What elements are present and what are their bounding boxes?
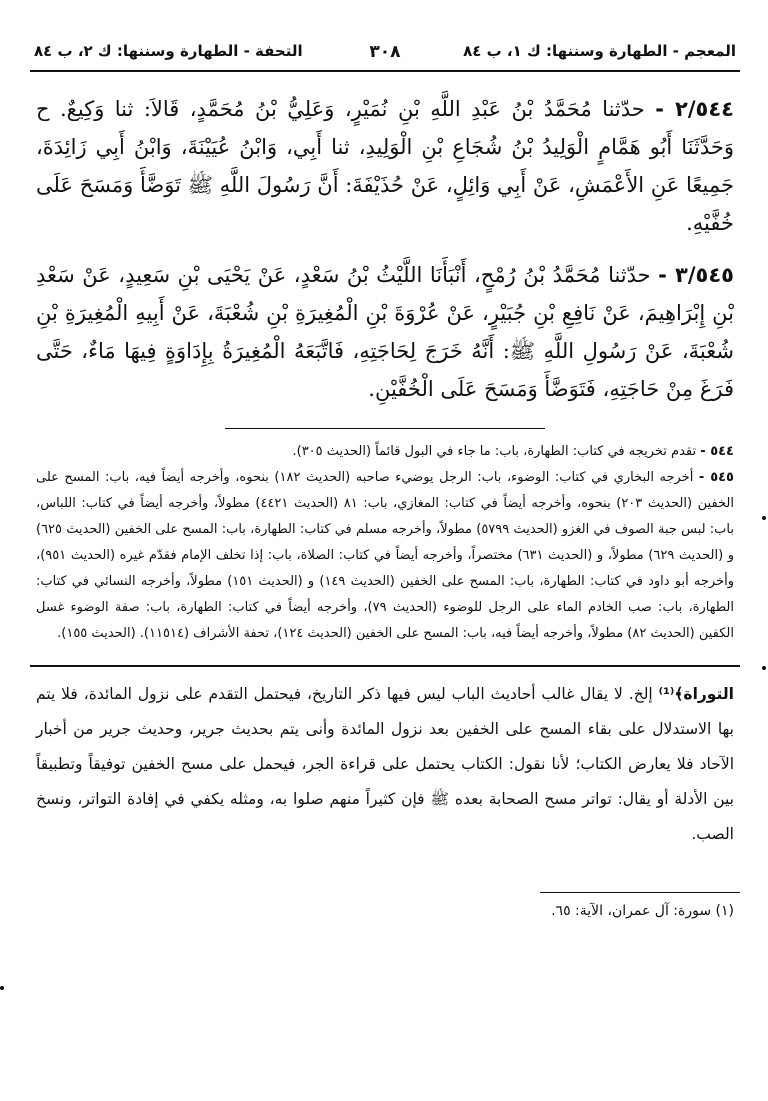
header-left-reference: التحفة - الطهارة وسننها: ك ٢، ب ٨٤: [34, 42, 303, 60]
scan-mark: [0, 986, 4, 990]
hadith-545: [30, 256, 740, 408]
bottom-note-divider: [540, 892, 740, 893]
commentary-divider: [30, 665, 740, 667]
footnote-text: تقدم تخريجه في كتاب: الطهارة، باب: ما جاء في البول قائماً (الحديث ٣٠٥).: [292, 444, 697, 459]
footnote-text: أخرجه البخاري في كتاب: الوضوء، باب: الرجل يوضيء صاحبه (الحديث ١٨٢) بنحوه، وأخرجه أيضاً فيه، باب: المسح على الخفين (الحديث ٢٠٣) بنحوه، وأخرجه أيضاً في كتاب: المغازي، باب: ٨١ (الحديث ٤٤٢١) مطولاً، وأخرجه أيضاً في كتاب: اللباس، باب: لبس جبة الصوف في الغزو (الحديث ٥٧٩٩) مطولاً، وأخرجه مسلم في كتاب: الطهارة، باب: المسح على الخفين (الحديث ٦٢٥) و (الحديث ٦٢٩) مطولاً، و (الحديث ٦٣١) مختصراً، وأخرجه أيضاً في كتاب: الصلاة، باب: إذا تخلف الإمام فقدّم غيره (الحديث ٩٥١)، وأخرجه أبو داود في كتاب: الطهارة، باب: المسح على الخفين (الحديث ١٤٩) و (الحديث ١٥١) مطولاً، وأخرجه النسائي في كتاب: الطهارة، باب: صب الخادم الماء على الرجل للوضوء (الحديث ٧٩)، وأخرجه أيضاً في كتاب: الطهارة، باب: صفة الوضوء غسل الكفين (الحديث ٨٢) مطولاً، وأخرجه أيضاً فيه، باب: المسح على الخفين (الحديث ١٢٤)، تحفة الأشراف (١١٥١٤). (الحديث ١٥٥).: [36, 470, 734, 641]
footnotes-section: [30, 439, 740, 647]
hadith-number: ٢/٥٤٤ -: [655, 97, 734, 121]
hadith-544: [30, 90, 740, 242]
hadith-number: ٣/٥٤٥ -: [658, 263, 734, 287]
footnote-544: [36, 439, 734, 465]
commentary-keyword: التوراة﴾⁽¹⁾: [658, 685, 734, 703]
footnote-545: [36, 465, 734, 647]
bottom-footnote: (١) سورة: آل عمران، الآية: ٦٥.: [551, 903, 734, 919]
book-page: [30, 40, 740, 1080]
footnote-number: ٥٤٤ -: [700, 444, 734, 459]
hadith-text: حدّثنا مُحَمَّدُ بْنُ عَبْدِ اللَّهِ بْنِ نُمَيْرٍ، وَعَلِيُّ بْنُ مُحَمَّدٍ، قَالاَ: ثنا وَكِيعٌ. ح وَحَدَّثَنَا أَبُو هَمَّامٍ الْوَلِيدُ بْنُ شُجَاعِ بْنِ الْوَلِيدِ، ثنا أَبِي، وَابْنُ عُيَيْنَةَ، وَابْنُ أَبِي زَائِدَةَ، جَمِيعًا عَنِ الأَعْمَشِ، عَنْ أَبِي وَائِلٍ، عَنْ حُذَيْفَةَ: أَنَّ رَسُولَ اللَّهِ ﷺ تَوَضَّأَ وَمَسَحَ عَلَى خُفَّيْهِ.: [35, 97, 734, 235]
scan-mark: [762, 516, 766, 520]
commentary-text: إلخ. لا يقال غالب أحاديث الباب ليس فيها ذكر التاريخ، فيحتمل التقدم على نزول المائدة، فلا يتم بها الاستدلال على بقاء المسح على الخفين بعد نزول المائدة وأنى يتم بحديث جرير، وحديث جرير من أخبار الآحاد فلا يعارض الكتاب؛ لأنا نقول: الكتاب يحتمل على قراءة الجر، فيحمل على مسح الخفين توفيقاً وتطبيقاً بين الأدلة أو يقال: تواتر مسح الصحابة بعده ﷺ فإن كثيراً منهم صلوا به، ومثله يكفي في إفادة التواتر، ونسخ الصب.: [36, 685, 734, 843]
page-number: ٣٠٨: [369, 42, 401, 62]
hadith-text: حدّثنا مُحَمَّدُ بْنُ رُمْحٍ، أَنْبَأَنَا اللَّيْثُ بْنُ سَعْدٍ، عَنْ يَحْيَى بْنِ سَعِيدٍ، عَنْ سَعْدِ بْنِ إِبْرَاهِيمَ، عَنْ نَافِعِ بْنِ جُبَيْرٍ، عَنْ عُرْوَةَ بْنِ الْمُغِيرَةِ بْنِ شُعْبَةَ، عَنْ أَبِيهِ الْمُغِيرَةِ بْنِ شُعْبَةَ، عَنْ رَسُولِ اللَّهِ ﷺ: أَنَّهُ خَرَجَ لِحَاجَتِهِ، فَاتَّبَعَهُ الْمُغِيرَةُ بِإِدَاوَةٍ فِيهَا مَاءٌ، حَتَّى فَرَغَ مِنْ حَاجَتِهِ، فَتَوَضَّأَ وَمَسَحَ عَلَى الْخُفَّيْنِ.: [36, 263, 734, 401]
footnote-number: ٥٤٥ -: [698, 470, 734, 485]
header-right-reference: المعجم - الطهارة وسننها: ك ١، ب ٨٤: [463, 42, 736, 60]
commentary-section: [30, 677, 740, 852]
running-header: [30, 40, 740, 72]
scan-mark: [762, 666, 766, 670]
footnote-divider: [225, 428, 545, 429]
